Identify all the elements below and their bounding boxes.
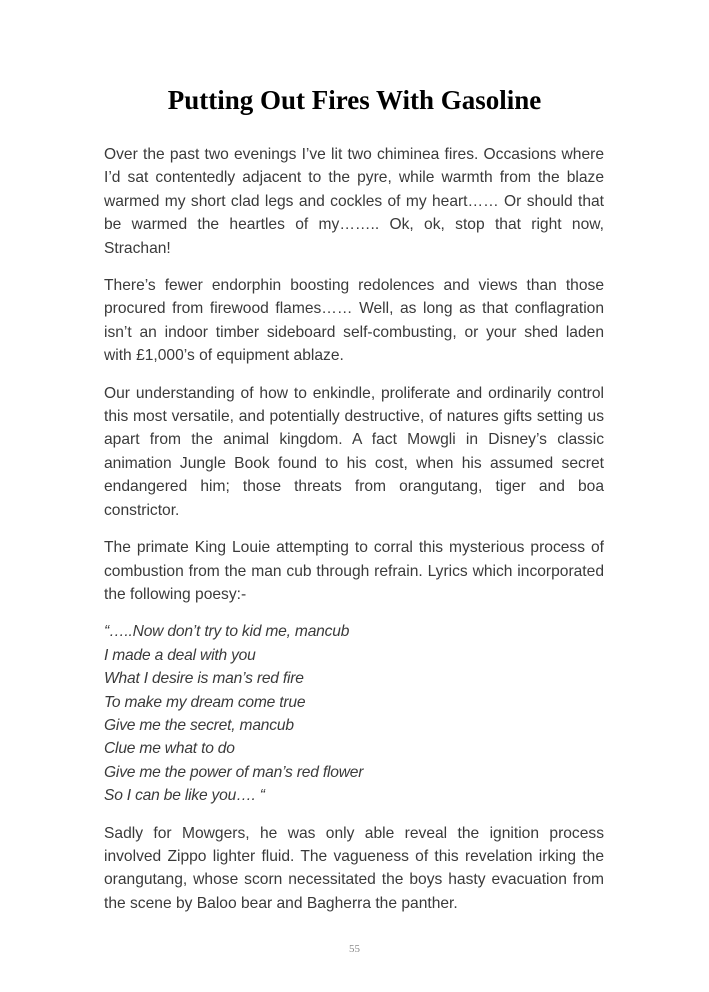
lyric-line: What I desire is man’s red fire	[104, 670, 304, 688]
body-text	[104, 143, 604, 929]
page-number: 55	[349, 943, 360, 955]
lyric-line: Clue me what to do	[104, 740, 235, 758]
paragraph-4: The primate King Louie attempting to corral this mysterious process of combustion from the man cub through refrain. Lyrics which incorporated the following poesy:-	[104, 539, 604, 603]
paragraph-5: Sadly for Mowgers, he was only able reveal the ignition process involved Zippo lighter fluid. The vagueness of this revelation irking the orangutang, whose scorn necessitated the boys hasty evacuation from the scene by Baloo bear and Bagherra the panther.	[104, 824, 604, 912]
lyric-line: “…..Now don’t try to kid me, mancub	[104, 623, 350, 641]
page-title: Putting Out Fires With Gasoline	[167, 85, 542, 115]
lyric-line: I made a deal with you	[104, 646, 256, 664]
paragraph-2: There’s fewer endorphin boosting redolences and views than those procured from firewood flames…… Well, as long as that conflagration isn’t an indoor timber sideboard self-combusting, or your shed laden with £1,000’s of equipment ablaze.	[104, 277, 604, 365]
paragraph-3: Our understanding of how to enkindle, proliferate and ordinarily control this most versatile, and potentially destructive, of natures gifts setting us apart from the animal kingdom. A fact Mowgli in Disney’s classic animation Jungle Book found to his cost, when his assumed secret endangered him; those threats from orangutang, tiger and boa constrictor.	[104, 384, 604, 519]
lyric-line: Give me the secret, mancub	[104, 716, 294, 734]
lyric-line: To make my dream come true	[104, 693, 306, 711]
song-lyrics	[104, 620, 604, 807]
lyric-line: Give me the power of man’s red flower	[104, 763, 364, 781]
lyric-line: So I can be like you…. “	[104, 787, 265, 805]
paragraph-1: Over the past two evenings I’ve lit two chiminea fires. Occasions where I’d sat contentedly adjacent to the pyre, while warmth from the blaze warmed my short clad legs and cockles of my heart…… Or should that be warmed the heartles of my…….. Ok, ok, stop that right now, Strachan!	[104, 146, 604, 257]
